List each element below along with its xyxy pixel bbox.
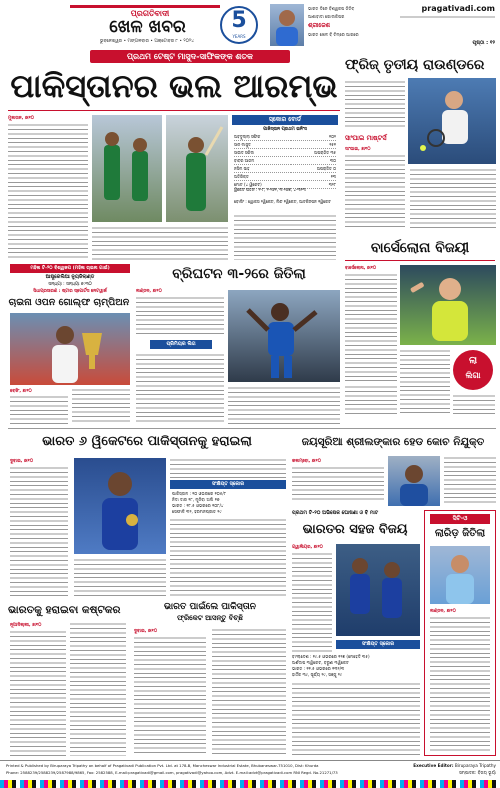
scoreboard-player: ସାଉଦ ସକିଲ [234, 150, 254, 155]
side-dateline: ଲଣ୍ଡନ, ୭ା୧୦ [430, 609, 456, 614]
india-t20-score-line-3: ଭାରତ : ୧୧.୫ ଓଭରରେ ୧୩୨/୩ [292, 666, 345, 671]
fritz-body-1 [345, 80, 405, 130]
india-t20-body-2 [292, 682, 420, 756]
site-url: pragativadi.com [421, 4, 495, 13]
publisher-name: ପ୍ରଗତିବାଦୀ [130, 9, 170, 18]
india-women-body-4 [170, 518, 286, 596]
india-t20-score-line-4: ହାର୍ଦ୍ଦିକ ୩୯, ସୂର୍ଯ୍ୟ ୨୯, ସଞ୍ଜୁ ୨୯ [292, 672, 343, 677]
side-label: ସିଟି-ଓ [430, 514, 490, 524]
india-women-score-line-4: ସେଫାଳି ୩୨, ହରମନପ୍ରୀତ ୨୯ [172, 509, 222, 514]
brighton-dateline: ଲଣ୍ଡନ, ୭ା୧୦ [136, 289, 162, 294]
scoreboard-row [234, 165, 336, 173]
section-divider [8, 428, 496, 429]
promo-line-4: ଭାରତ ଖେଳ ବି ଟିମ୍‌ରେ ଆଗରେ [308, 32, 359, 37]
india-women-photo [74, 458, 166, 554]
laliga-badge-top: ଲା [469, 356, 477, 366]
scoreboard-runs: ଅପରାଜିତ ୩୫ [314, 150, 336, 155]
jayasuriya-dateline: କଲମ୍ବୋ, ୭ା୧୦ [292, 459, 321, 464]
lead-photo-centurion [166, 115, 228, 222]
pakistan-semi-headline: ଭାରତ ପାଇଁଲେ ପାକିସ୍ତାନ [164, 602, 256, 612]
scoreboard-player: ନସିମ ସାହ [234, 166, 250, 171]
scoreboard-player: ସାନ ମାସୁଦ [234, 142, 251, 147]
scoreboard-row [234, 141, 336, 149]
golf-line-2: ସନ୍ଧ୍ୟା : ସନ୍ଧ୍ୟା ୭:୩୦ [48, 282, 92, 287]
barcelona-body-4 [453, 394, 495, 415]
lead-body-col3 [234, 214, 336, 260]
footer-editor-name: Biruparaya Tripathy [454, 763, 496, 768]
india-t20-kicker: ପ୍ରଥମ ଟି-୨୦ ଅଭିଷେକ ଘୋଷଣା ଓ ବି ମାଟ [292, 510, 379, 516]
footer-rule [0, 760, 500, 761]
promo-photo [270, 4, 304, 46]
india-women-body-2 [74, 558, 166, 596]
brighton-tag: ପ୍ରିମିୟର ଲିଗ [150, 340, 212, 349]
laliga-badge-bottom: ଲିଗା [465, 371, 481, 380]
barcelona-rule [345, 260, 495, 261]
lead-wickets-note: ୱିକେଟ ପତନ : ୧-୮, ୨-୨୬୧, ୩-୨୬୭, ୪-୩୨୩ [234, 187, 306, 192]
jayasuriya-headline: ଜୟସୂରିଆ ଶ୍ରୀଲଙ୍କାର ହେଡ କୋଚ ନିଯୁକ୍ତ [301, 436, 485, 448]
india-t20-body-1 [292, 552, 332, 652]
golf-photo [10, 313, 130, 385]
scoreboard-player: ବାବର ଆଜମ [234, 158, 255, 163]
golf-banner: ମହିଳା ଟି-୨୦ ବିଶ୍ୱକପ (ମହିଳା ଚାଇନା ଗାଇଁ) [10, 264, 130, 273]
promo-line-1: ଭାରତ ଦିନେ ବିଶ୍ୱକପ ଜିତିବ [308, 6, 355, 11]
side-headline: ଲାରିଡ଼ ଜିତିଲା [434, 528, 486, 539]
india-t20-photo [336, 544, 420, 636]
masthead [0, 0, 500, 50]
barcelona-body-3 [345, 385, 397, 415]
side-photo [430, 546, 490, 604]
golf-line-1: ଆଷ୍ଟ୍ରେଲିଆ ନ୍ୟୁଜିଲାଣ୍ଡ [45, 274, 95, 280]
golf-dateline: ବେଜିଂ, ୭ା୧୦ [10, 389, 32, 394]
brighton-photo [228, 290, 340, 382]
footer-editor-odia: ସମ୍ପାଦକ: ବିଜୟ ଭୂୟାଁ [459, 770, 496, 775]
india-challenge-headline: ଭାରତକୁ ହରାଇବା କଷ୍ଟକର [8, 604, 121, 616]
laliga-badge [453, 350, 493, 390]
scoreboard-runs: ୧୩ [330, 174, 336, 179]
brighton-body-3 [228, 386, 340, 425]
scoreboard-runs: ୧୦୨ [329, 134, 336, 139]
brighton-headline: ବ୍ରିଘଟନ ୩-୨ରେ ଜିତିଲା [172, 266, 306, 282]
lead-bowling-note: ବୋଲିଂ : ୱୋକସ ୨ୱିକେଟ, ଲିଚ ୧ୱିକେଟ, ଆଟକିନସନ ୧ୱିକେଟ [234, 199, 331, 204]
fritz-headline: ଫ୍ରିଜ୍ ତୃତୀୟ ରାଉଣ୍ଡରେ [345, 57, 485, 73]
pakistan-semi-subhead: ଫ୍ରିକେଟ ଆସନ୍ତୁ ବିଚ୍ଛି [177, 614, 243, 622]
india-challenge-dateline: ନୂଆଦିଲ୍ଲୀ, ୭ା୧୦ [10, 623, 42, 628]
jayasuriya-body-2 [444, 456, 496, 504]
fritz-dateline: ସାଂଘାଇ, ୭ା୧୦ [345, 147, 371, 152]
india-t20-headline: ଭାରତର ସହଜ ବିଜୟ [302, 522, 408, 537]
lead-dateline: ମୁଲତାନ, ୭ା୧୦ [8, 116, 34, 121]
scoreboard-player: ଅତିରିକ୍ତ [234, 174, 249, 179]
india-women-score-title: ସଂକ୍ଷିପ୍ତ ସ୍କୋର [170, 480, 286, 489]
jayasuriya-photo [388, 456, 440, 506]
india-t20-score-title: ସଂକ୍ଷିପ୍ତ ସ୍କୋର [336, 640, 420, 649]
india-women-dateline: ଦୁବାଇ, ୭ା୧୦ [10, 459, 34, 464]
footer-line-2: Phone: 2588239/2588239/2587988/9865, Fax: 2582588, E-mail:pragativadi@gmail.com, pragativadi@yahoo.com, Advt. E-mail:advt@pragativadi.com RNI Regd. No.21271/73 [6, 770, 338, 775]
scoreboard-player: ଅବଦୁଲ୍ଲା ସଫିକ [234, 134, 261, 139]
badge-label: YEARS [232, 34, 246, 39]
promo-line-2: ଆଶାବାଦୀ ଗୋଲକିପର [308, 14, 345, 19]
scoreboard-runs: ୧୫୧ [329, 142, 336, 147]
lead-photo-batsmen [92, 115, 162, 222]
scoreboard-player: ମୋଟ (୪ ୱିକେଟ) [234, 182, 262, 187]
lead-kicker: ପ୍ରଥମ ଟେଷ୍ଟ ମାସୁଦ-ସାଫିକଙ୍କ ଶତକ [90, 50, 290, 63]
fritz-body-3 [410, 168, 496, 230]
brighton-body-2 [136, 353, 224, 425]
barcelona-photo [400, 265, 496, 345]
india-women-headline: ଭାରତ ୬ ୱିକେଟରେ ପାକିସ୍ତାନକୁ ହରାଇଲା [42, 434, 252, 449]
scoreboard-runs: ୩୨୮ [328, 182, 336, 187]
india-t20-score-line-1: ବାଂଲାଦେଶ : ୧୯.୫ ଓଭରରେ ୧୨୭ (ମେହେଦି ୩୫) [292, 654, 370, 659]
barcelona-body-2 [400, 349, 450, 415]
india-challenge-body-1 [10, 630, 66, 756]
lead-scoreboard-sub: ପାକିସ୍ତାନ ପ୍ରଥମ ଇନିଂସ [263, 127, 307, 132]
scoreboard-runs: ୩୦ [329, 158, 336, 163]
jayasuriya-body-1 [292, 466, 384, 502]
lead-headline: ପାକିସ୍ତାନର ଭଲ ଆରମ୍ଭ [10, 67, 338, 105]
india-t20-score-line-2: ଅର୍ଶଦୀପ ୩ୱିକେଟ, ବରୁଣ ୩ୱିକେଟ [292, 660, 349, 665]
pakistan-semi-dateline: ଦୁବାଇ, ୭ା୧୦ [134, 629, 158, 634]
barcelona-headline: ବାର୍ସେଲୋନା ବିଜୟୀ [370, 240, 470, 256]
masthead-contact [400, 15, 495, 21]
india-women-score-line-3: ଭାରତ : ୧୮.୫ ଓଭରରେ ୧୦୮/୪ [172, 503, 224, 508]
barcelona-body-1 [345, 273, 397, 381]
india-challenge-body-2 [70, 622, 126, 756]
anniversary-badge [220, 6, 258, 44]
promo-line-3: ଶ୍ରୀଜେଶ [308, 22, 330, 29]
lead-body-col1 [8, 123, 88, 260]
footer-editor-label: Executive Editor: [413, 763, 454, 768]
lead-rule [8, 110, 340, 111]
pakistan-semi-body-2 [212, 628, 286, 756]
fritz-photo [408, 78, 496, 164]
india-women-score-line-2: ନିଦା ଦାର ୨୮, ମୁନିବା ଅଲି ୧୭ [172, 497, 220, 502]
side-body [430, 616, 490, 752]
golf-line-3: ସିଧାପ୍ରସାରଣ : ଷ୍ଟାର ସ୍ପୋର୍ଟସ ନେଟୱାର୍କ [33, 289, 107, 294]
section-title: ଖେଳ ଖବର [109, 17, 186, 37]
brighton-body-1 [136, 296, 224, 336]
golf-headline: ଚାଇନା ଓପନ ଗୋଲ୍ଫ ଚାମ୍ପିଅନ [8, 297, 130, 308]
india-women-score-line-1: ପାକିସ୍ତାନ : ୨୦ ଓଭରରେ ୧୦୫/୮ [172, 491, 227, 496]
fritz-body-2 [345, 154, 405, 230]
india-women-body-1 [10, 466, 68, 596]
page-label: ପୃଷ୍ଠା : ୧୨ [472, 40, 495, 46]
color-registration-strip [0, 780, 500, 788]
scoreboard-row [234, 173, 336, 181]
scoreboard-row [234, 157, 336, 165]
footer-line-1: Printed & Published by Biruparaya Tripathy on behalf of Pragativadi Publication Pvt. Ltd. at 178-B, Mancheswar Industrial Estate, Bhubaneswar-751010, Dist: Khurda [6, 763, 319, 768]
lead-body-col2 [92, 226, 228, 260]
footer-editor [410, 763, 496, 769]
barcelona-dateline: ବାର୍ସେଲୋନା, ୭ା୧୦ [345, 266, 377, 271]
fritz-subhead: ସାଂଘାଇ ମାଷ୍ଟର୍ସ [345, 134, 387, 142]
golf-body-1 [10, 395, 68, 425]
golf-body-2 [72, 388, 130, 425]
scoreboard-row [234, 133, 336, 141]
badge-number: 5 [231, 8, 247, 33]
lead-scoreboard-table [234, 133, 336, 189]
scoreboard-runs: ଅପରାଜିତ ୦ [316, 166, 336, 171]
masthead-red-rule [70, 5, 220, 8]
scoreboard-row [234, 149, 336, 157]
dateline: ଭୁବନେଶ୍ୱର • ମଙ୍ଗଳବାର • ଅକ୍ଟୋବର ୮ • ୨୦୨୪ [99, 39, 195, 44]
lead-scoreboard-title: ସ୍କୋର ବୋର୍ଡ [232, 115, 338, 125]
pakistan-semi-body-1 [134, 636, 206, 756]
india-t20-dateline: ଗ୍ୱାଲିୟର, ୭ା୧୦ [292, 545, 323, 550]
india-women-body-3 [170, 458, 286, 478]
